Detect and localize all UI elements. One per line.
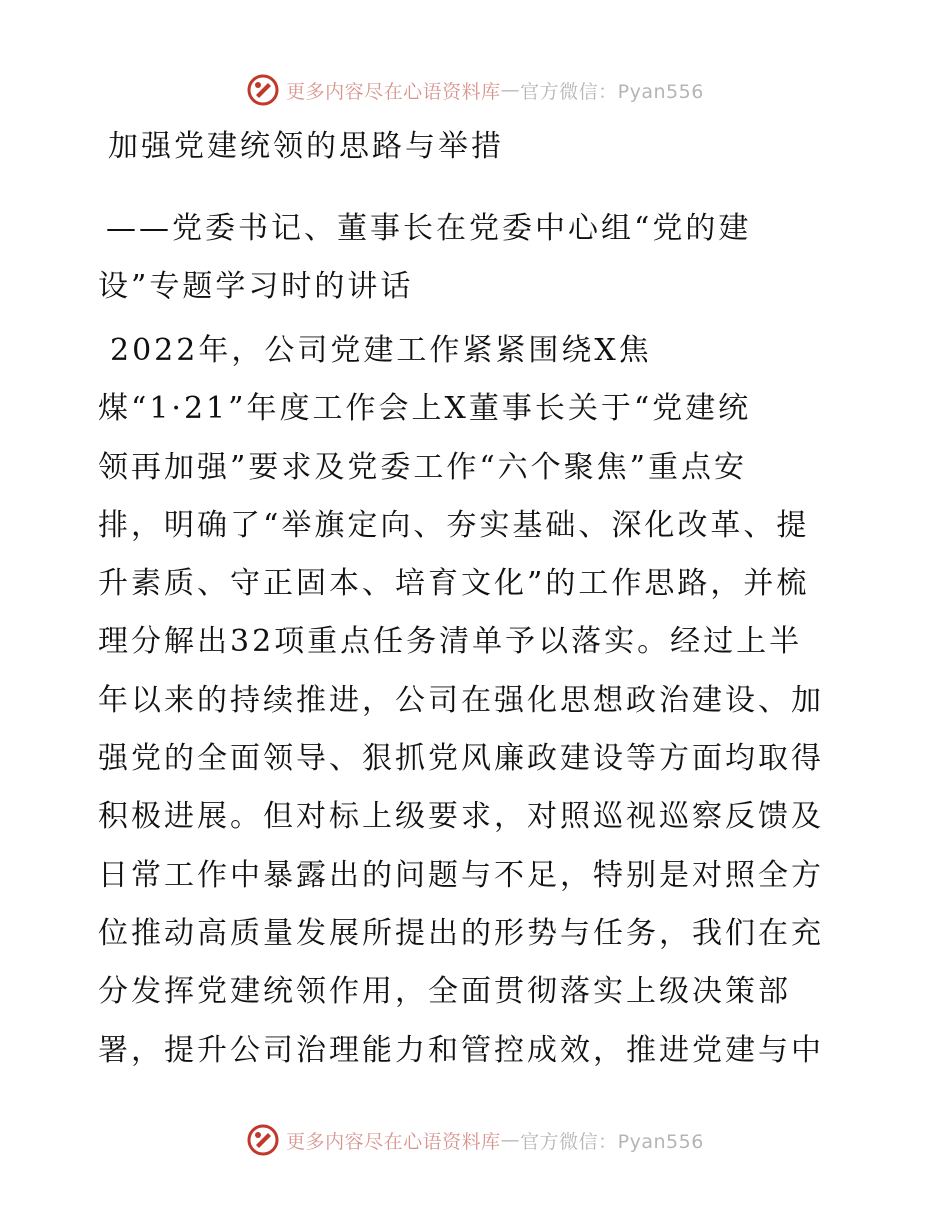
document-title: 加强党建统领的思路与举措 [108,129,504,164]
subtitle-line: ——党委书记、董事长在党委中心组“党的建 [106,211,752,246]
watermark-dash: — [500,1129,521,1151]
body-line: 升素质、守正固本、培育文化”的工作思路，并梳 [98,566,810,602]
body-line: 煤“1·21”年度工作会上X董事长关于“党建统 [98,391,752,427]
watermark-dash: — [500,79,521,101]
watermark-account-text: 官方微信：Pyan556 [520,80,704,103]
watermark-brand-text: 更多内容尽在心语资料库 [286,1130,501,1153]
body-line: 位推动高质量发展所提出的形势与任务，我们在充 [98,915,824,951]
body-line: 领再加强”要求及党委工作“六个聚焦”重点安 [98,449,748,485]
body-line: 排，明确了“举旗定向、夯实基础、深化改革、提 [98,507,810,543]
body-line: 2022年，公司党建工作紧紧围绕X焦 [110,333,652,368]
watermark-footer [0,1118,950,1162]
brand-logo-icon [246,1123,280,1157]
document-subtitle [98,197,858,314]
body-line: 分发挥党建统领作用，全面贯彻落实上级决策部 [98,974,791,1010]
subtitle-line: 设”专题学习时的讲话 [98,269,414,305]
body-line: 署，提升公司治理能力和管控成效，推进党建与中 [98,1032,824,1068]
body-line: 年以来的持续推进，公司在强化思想政治建设、加 [98,682,824,718]
watermark-brand-text: 更多内容尽在心语资料库 [286,80,501,103]
body-line: 强党的全面领导、狠抓党风廉政建设等方面均取得 [98,741,824,777]
body-line: 积极进展。但对标上级要求，对照巡视巡察反馈及 [98,799,824,835]
body-line: 日常工作中暴露出的问题与不足，特别是对照全方 [98,857,824,893]
watermark-account-text: 官方微信：Pyan556 [520,1130,704,1153]
body-line: 理分解出32项重点任务清单予以落实。经过上半 [98,624,803,660]
document-body [98,322,858,1080]
